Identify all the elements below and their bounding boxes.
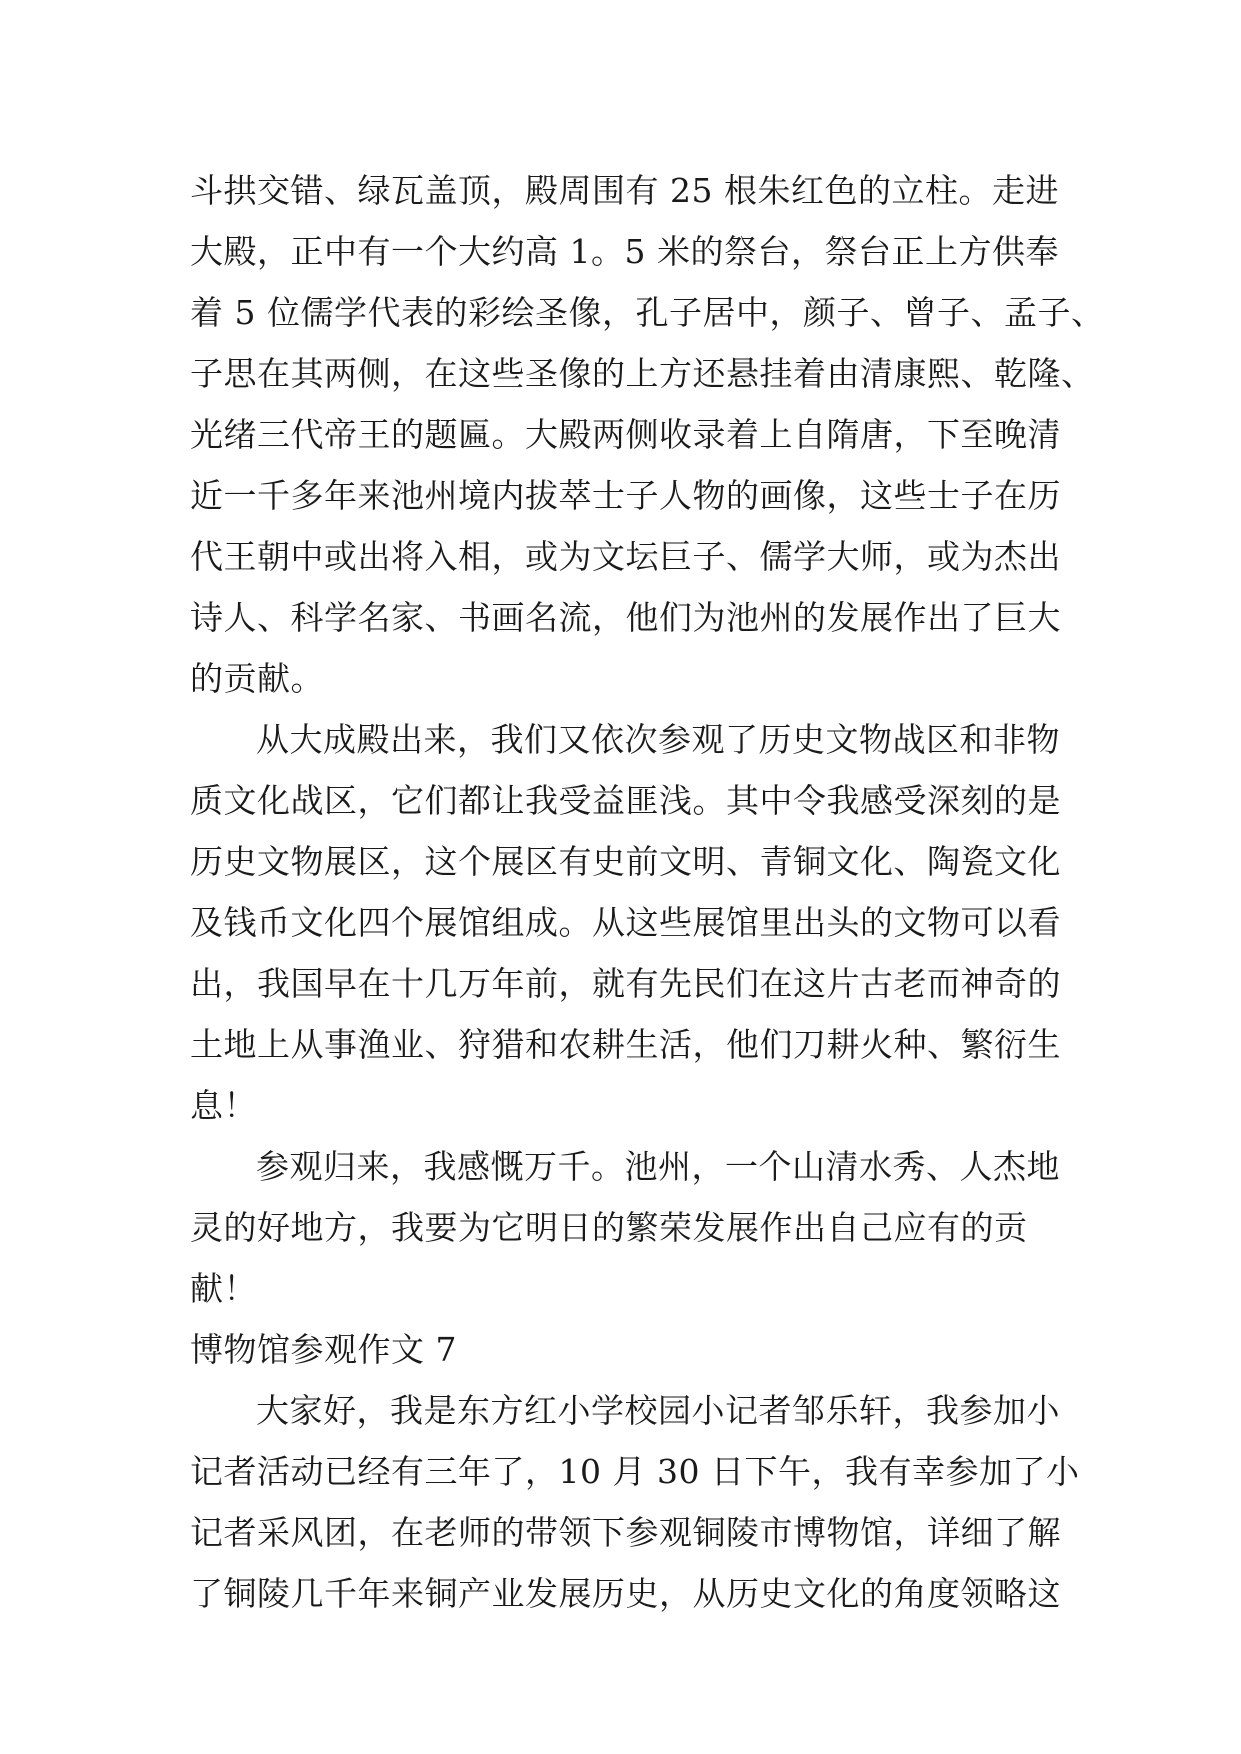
paragraph-line: 子思在其两侧，在这些圣像的上方还悬挂着由清康熙、乾隆、 bbox=[190, 354, 1095, 393]
paragraph-line: 着 5 位儒学代表的彩绘圣像，孔子居中，颜子、曾子、孟子、 bbox=[190, 293, 1105, 332]
paragraph-line: 大殿，正中有一个大约高 1。5 米的祭台，祭台正上方供奉 bbox=[190, 232, 1059, 271]
paragraph-line: 光绪三代帝王的题匾。大殿两侧收录着上自隋唐，下至晚清 bbox=[190, 415, 1061, 454]
paragraph-line: 献！ bbox=[190, 1269, 257, 1308]
paragraph-line: 记者活动已经有三年了，10 月 30 日下午，我有幸参加了小 bbox=[190, 1452, 1080, 1491]
paragraph-line: 代王朝中或出将入相，或为文坛巨子、儒学大师，或为杰出 bbox=[190, 537, 1061, 576]
paragraph-line: 及钱币文化四个展馆组成。从这些展馆里出头的文物可以看 bbox=[190, 903, 1061, 942]
paragraph-line: 参观归来，我感慨万千。池州，一个山清水秀、人杰地 bbox=[256, 1147, 1060, 1186]
paragraph-line: 了铜陵几千年来铜产业发展历史，从历史文化的角度领略这 bbox=[190, 1574, 1061, 1613]
paragraph-line: 斗拱交错、绿瓦盖顶，殿周围有 25 根朱红色的立柱。走进 bbox=[190, 171, 1059, 210]
section-heading: 博物馆参观作文 7 bbox=[190, 1330, 457, 1369]
paragraph-line: 大家好，我是东方红小学校园小记者邹乐轩，我参加小 bbox=[256, 1391, 1060, 1430]
paragraph-line: 土地上从事渔业、狩猎和农耕生活，他们刀耕火种、繁衍生 bbox=[190, 1025, 1061, 1064]
paragraph-line: 记者采风团，在老师的带领下参观铜陵市博物馆，详细了解 bbox=[190, 1513, 1061, 1552]
paragraph-line: 历史文物展区，这个展区有史前文明、青铜文化、陶瓷文化 bbox=[190, 842, 1061, 881]
document-body bbox=[190, 160, 1105, 1624]
paragraph-line: 灵的好地方，我要为它明日的繁荣发展作出自己应有的贡 bbox=[190, 1208, 1028, 1247]
paragraph-line: 息！ bbox=[190, 1086, 257, 1125]
paragraph-line: 从大成殿出来，我们又依次参观了历史文物战区和非物 bbox=[256, 720, 1060, 759]
paragraph-line: 近一千多年来池州境内拔萃士子人物的画像，这些士子在历 bbox=[190, 476, 1061, 515]
paragraph-line: 诗人、科学名家、书画名流，他们为池州的发展作出了巨大 bbox=[190, 598, 1061, 637]
paragraph-line: 的贡献。 bbox=[190, 659, 324, 698]
paragraph-line: 质文化战区，它们都让我受益匪浅。其中令我感受深刻的是 bbox=[190, 781, 1061, 820]
paragraph-line: 出，我国早在十几万年前，就有先民们在这片古老而神奇的 bbox=[190, 964, 1061, 1003]
